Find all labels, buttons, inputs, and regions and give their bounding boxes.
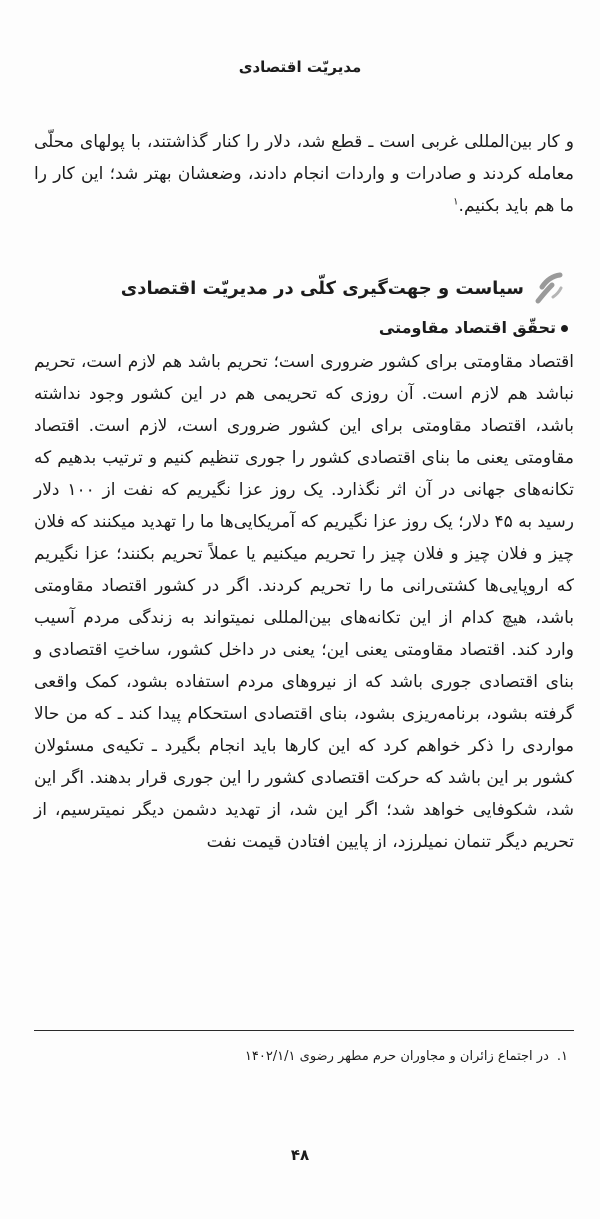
footnote-reference: ۱: [453, 196, 459, 208]
paragraph-1-text: و کار بین‌المللی غربی است ـ قطع شد، دلار را کنار گذاشتند، با پولهای محلّی معامله کردند و صادرات و واردات انجام دادند، وضعشان بهتر شد؛ این کار را ما هم باید بکنیم.: [34, 132, 574, 216]
section-title: سیاست و جهت‌گیری کلّی در مدیریّت اقتصادی: [120, 277, 524, 299]
section-marker-icon: [532, 270, 568, 306]
page-number: ۴۸: [290, 1146, 310, 1164]
bullet-icon: [561, 325, 568, 332]
section-heading: [48, 270, 568, 306]
subheading: [379, 318, 568, 337]
paragraph-main: اقتصاد مقاومتی برای کشور ضروری است؛ تحریم باشد هم لازم است، تحریم نباشد هم لازم است. آن روزی که تحریمی هم در این کشور وجود نداشته باشد، اقتصاد مقاومتی برای این کشور ضروری است، لازم است. اقتصاد مقاومتی یعنی ما بنای اقتصادی کشور را جوری تنظیم کنیم و ترتیب بدهیم که تکانه‌های جهانی در آن اثر نگذارد. یک روز عزا نگیریم که نفت از ۱۰۰ دلار رسید به ۴۵ دلار؛ یک روز عزا نگیریم که آمریکایی‌ها ما را تهدید میکنند که فلان چیز و فلان چیز و فلان چیز را تحریم میکنیم یا عملاً تحریم بکنند؛ عزا نگیریم که اروپایی‌ها کشتی‌رانی ما را تحریم کردند. اگر در کشور اقتصاد مقاومتی باشد، هیچ کدام از این تکانه‌های بین‌المللی نمیتواند به زندگی مردم آسیب وارد کند. اقتصاد مقاومتی یعنی این؛ یعنی در داخل کشور، ساختِ اقتصادی و بنای اقتصادی جوری باشد که از نیروهای مردم استفاده بشود، کمک واقعی گرفته بشود، برنامه‌ریزی بشود، بنای اقتصادی استحکام پیدا کند ـ که من حالا مواردی را ذکر خواهم کرد که این کارها باید انجام بگیرد ـ تکیه‌ی مسئولان کشور بر این باشد که حرکت اقتصادی کشور را این جوری قرار بدهند. اگر این شد، شکوفایی خواهد شد؛ اگر این شد، از تهدید دشمن دیگر نمیترسیم، از تحریم دیگر تنمان نمیلرزد، از پایین افتادن قیمت نفت: [34, 352, 574, 852]
footnote: [28, 1046, 568, 1068]
subheading-text: تحقّق اقتصاد مقاومتی: [378, 318, 556, 337]
footnote-divider: [34, 1030, 574, 1031]
footnote-text: در اجتماع زائران و مجاوران حرم مطهر رضوی ۱۴۰۲/۱/۱: [244, 1049, 549, 1064]
footnote-number: ۱.: [556, 1049, 568, 1064]
paragraph-continuation: [34, 126, 574, 222]
running-head: مدیریّت اقتصادی: [238, 58, 362, 76]
